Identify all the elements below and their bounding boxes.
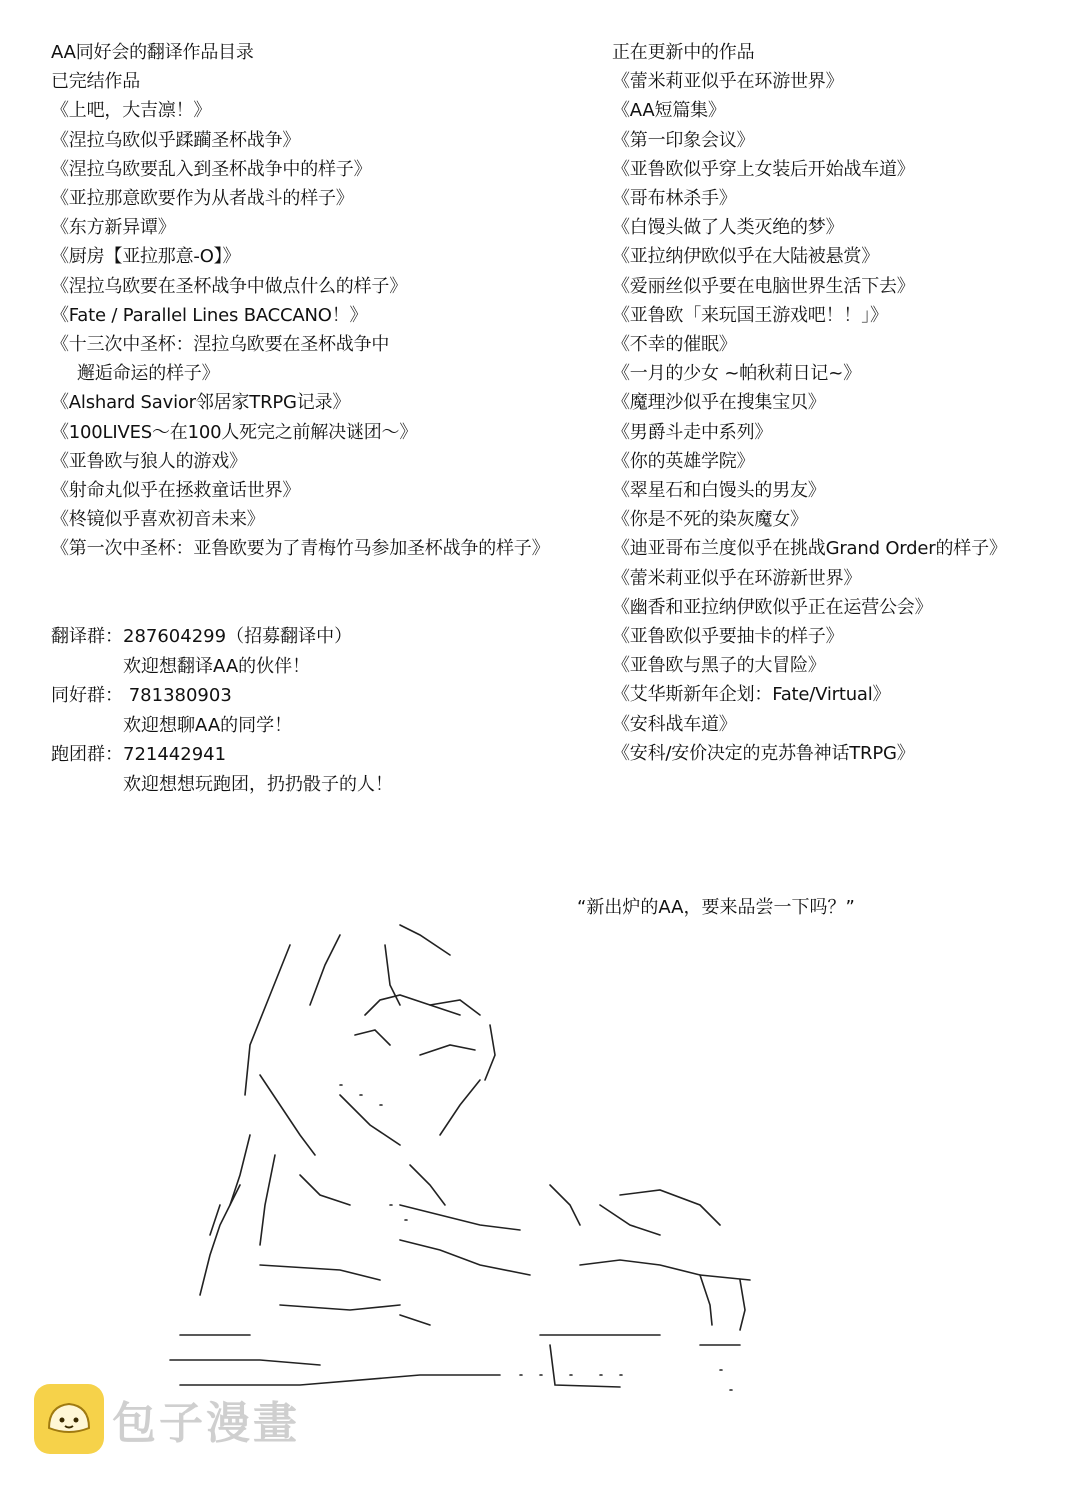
art-caption: “新出炉的AA，要来品尝一下吗？” xyxy=(577,897,855,918)
ongoing-item: 《安科战车道》 xyxy=(612,713,737,735)
ongoing-item: 《亚鲁欧「来玩国王游戏吧！！」》 xyxy=(612,304,888,326)
ongoing-item: 《哥布林杀手》 xyxy=(612,188,737,210)
ongoing-works-column xyxy=(612,38,1062,768)
ongoing-item: 《翠星石和白馒头的男友》 xyxy=(612,480,826,502)
completed-item: 《厨房【亚拉那意-O】》 xyxy=(51,246,241,268)
completed-item: 《第一次中圣杯：亚鲁欧要为了青梅竹马参加圣杯战争的样子》 xyxy=(51,538,550,560)
completed-heading: 已完结作品 xyxy=(51,71,140,93)
group-note: 欢迎想翻译AA的伙伴！ xyxy=(123,655,311,677)
completed-item: 《涅拉乌欧似乎蹂躏圣杯战争》 xyxy=(51,129,301,151)
completed-item: 《Fate / Parallel Lines BACCANO！》 xyxy=(51,304,368,326)
ongoing-item: 《爱丽丝似乎要在电脑世界生活下去》 xyxy=(612,275,915,297)
fan-group-row xyxy=(51,681,571,711)
completed-item: 《十三次中圣杯：涅拉乌欧要在圣杯战争中 xyxy=(51,334,390,356)
group-number: 781380903 xyxy=(123,685,232,706)
group-number: 287604299（招募翻译中） xyxy=(123,626,353,647)
group-contacts xyxy=(51,622,571,799)
ongoing-item: 《白馒头做了人类灭绝的梦》 xyxy=(612,217,844,239)
catalog-title: AA同好会的翻译作品目录 xyxy=(51,42,254,63)
ongoing-item: 《蕾米莉亚似乎在环游世界》 xyxy=(612,71,844,93)
watermark-text: 包子漫畫 xyxy=(112,1398,300,1449)
bun-logo-icon xyxy=(34,1384,104,1454)
group-note: 欢迎想聊AA的同学！ xyxy=(123,714,293,736)
ascii-art-illustration xyxy=(100,905,800,1425)
completed-item: 《涅拉乌欧要乱入到圣杯战争中的样子》 xyxy=(51,158,372,180)
ongoing-item: 《男爵斗走中系列》 xyxy=(612,421,773,443)
ongoing-item: 《你是不死的染灰魔女》 xyxy=(612,509,808,531)
ongoing-item: 《艾华斯新年企划：Fate/Virtual》 xyxy=(612,684,891,706)
ongoing-item: 《魔理沙似乎在搜集宝贝》 xyxy=(612,392,826,414)
group-note: 欢迎想想玩跑团，扔扔骰子的人！ xyxy=(123,773,393,795)
ongoing-item: 《不幸的催眠》 xyxy=(612,334,737,356)
ongoing-item: 《AA短篇集》 xyxy=(612,100,726,122)
completed-item: 《100LIVES～在100人死完之前解决谜团～》 xyxy=(51,421,418,443)
ongoing-item: 《第一印象会议》 xyxy=(612,129,755,151)
ongoing-item: 《亚鲁欧与黑子的大冒险》 xyxy=(612,655,826,677)
ongoing-item: 《亚鲁欧似乎要抽卡的样子》 xyxy=(612,626,844,648)
completed-item: 《亚鲁欧与狼人的游戏》 xyxy=(51,450,247,472)
completed-item: 《Alshard Savior邻居家TRPG记录》 xyxy=(51,392,351,414)
ongoing-item: 《幽香和亚拉纳伊欧似乎正在运营公会》 xyxy=(612,596,933,618)
site-watermark xyxy=(34,1384,300,1454)
completed-item: 《柊镜似乎喜欢初音未来》 xyxy=(51,509,265,531)
group-number: 721442941 xyxy=(123,744,227,765)
group-label: 同好群： xyxy=(51,685,123,706)
completed-item: 《射命丸似乎在拯救童话世界》 xyxy=(51,480,301,502)
completed-item-continuation: 邂逅命运的样子》 xyxy=(77,363,220,385)
completed-item: 《亚拉那意欧要作为从者战斗的样子》 xyxy=(51,188,354,210)
ongoing-item: 《亚鲁欧似乎穿上女装后开始战车道》 xyxy=(612,158,915,180)
group-label: 跑团群： xyxy=(51,744,123,765)
translation-group-row xyxy=(51,622,571,652)
ongoing-item: 《迪亚哥布兰度似乎在挑战Grand Order的样子》 xyxy=(612,538,1007,560)
completed-item: 《涅拉乌欧要在圣杯战争中做点什么的样子》 xyxy=(51,275,407,297)
ongoing-item: 《你的英雄学院》 xyxy=(612,450,755,472)
ongoing-item: 《蕾米莉亚似乎在环游新世界》 xyxy=(612,567,862,589)
completed-works-column xyxy=(51,38,591,564)
completed-item: 《东方新异谭》 xyxy=(51,217,176,239)
trpg-group-row xyxy=(51,740,571,770)
ongoing-heading: 正在更新中的作品 xyxy=(612,42,755,63)
group-label: 翻译群： xyxy=(51,626,123,647)
ongoing-item: 《亚拉纳伊欧似乎在大陆被悬赏》 xyxy=(612,246,879,268)
ongoing-item: 《一月的少女 ~帕秋莉日记~》 xyxy=(612,363,861,385)
ongoing-item: 《安科/安价决定的克苏鲁神话TRPG》 xyxy=(612,742,915,764)
completed-item: 《上吧，大吉凛！》 xyxy=(51,100,212,122)
